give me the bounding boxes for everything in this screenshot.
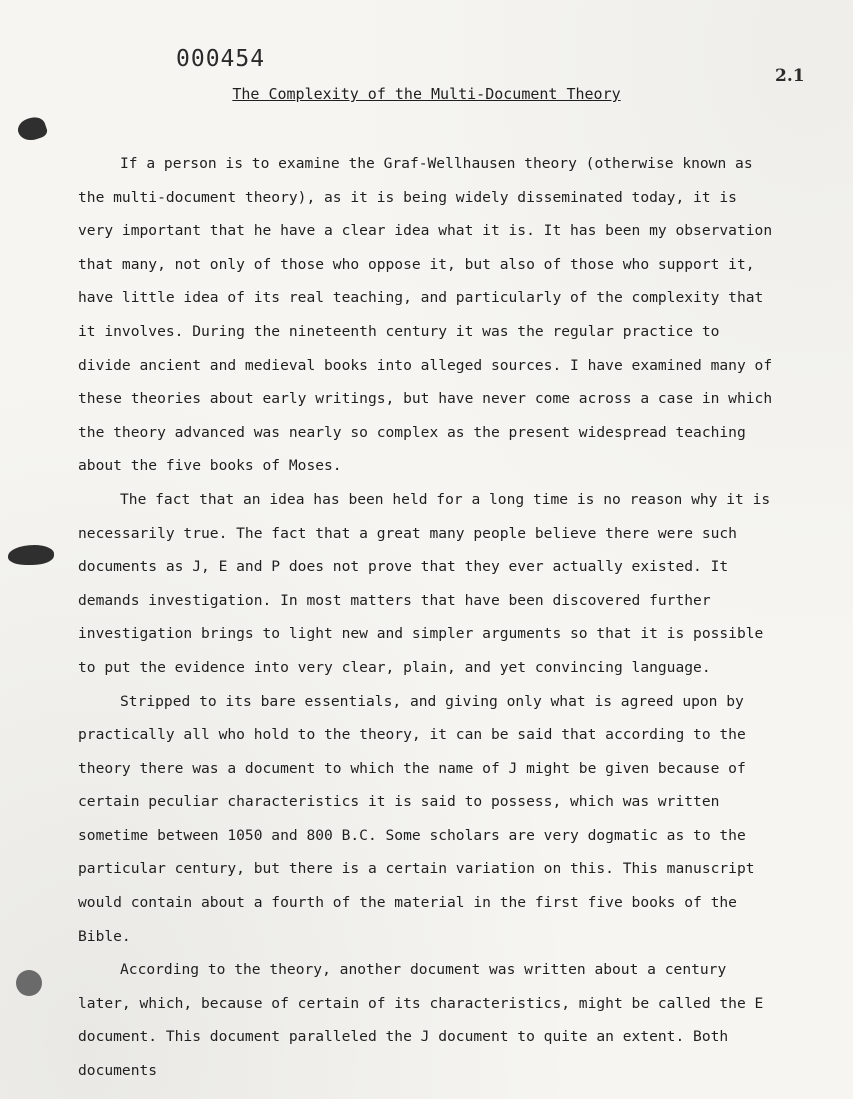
- page-number: 2.1: [775, 66, 805, 86]
- punch-hole-middle: [8, 545, 54, 565]
- paragraph-2: The fact that an idea has been held for a long time is no reason why it is necessarily true. The fact that a great many people believe there were such documents as J, E and P does not prove that they ever actually existed. It demands investigation. In most matters that have been discovered further investigation brings to light new and simpler arguments so that it is possible to put the evidence into very clear, plain, and yet convincing language.: [78, 490, 771, 676]
- punch-hole-top: [15, 114, 48, 144]
- paragraph-4: According to the theory, another document was written about a century later, which, because of certain of its characteristics, might be called the E document. This document paralleled the J document to quite an extent. Both documents: [78, 961, 764, 1080]
- paragraph-1: If a person is to examine the Graf-Wellhausen theory (otherwise known as the multi-document theory), as it is being widely disseminated today, it is very important that he have a clear idea what it is. It has been my observation that many, not only of those who oppose it, but also of those who support it, have little idea of its real teaching, and particularly of the complexity that it involves. During the nineteenth century it was the regular practice to divide ancient and medieval books into alleged sources. I have examined many of these theories about early writings, but have never come across a case in which the theory advanced was nearly so complex as the present widespread teaching about the five books of Moses.: [78, 155, 773, 475]
- document-number: 000454: [176, 46, 266, 72]
- paragraph-3: Stripped to its bare essentials, and giving only what is agreed upon by practically all who hold to the theory, it can be said that according to the theory there was a document to which the name of J might be given because of certain peculiar characteristics it is said to possess, which was written sometime between 1050 and 800 B.C. Some scholars are very dogmatic as to the particular century, but there is a certain variation on this. This manuscript would contain about a fourth of the material in the first five books of the Bible.: [78, 692, 755, 945]
- body-text: [78, 147, 778, 1088]
- page-title: The Complexity of the Multi-Document Theory: [232, 85, 621, 103]
- punch-hole-bottom: [16, 970, 42, 996]
